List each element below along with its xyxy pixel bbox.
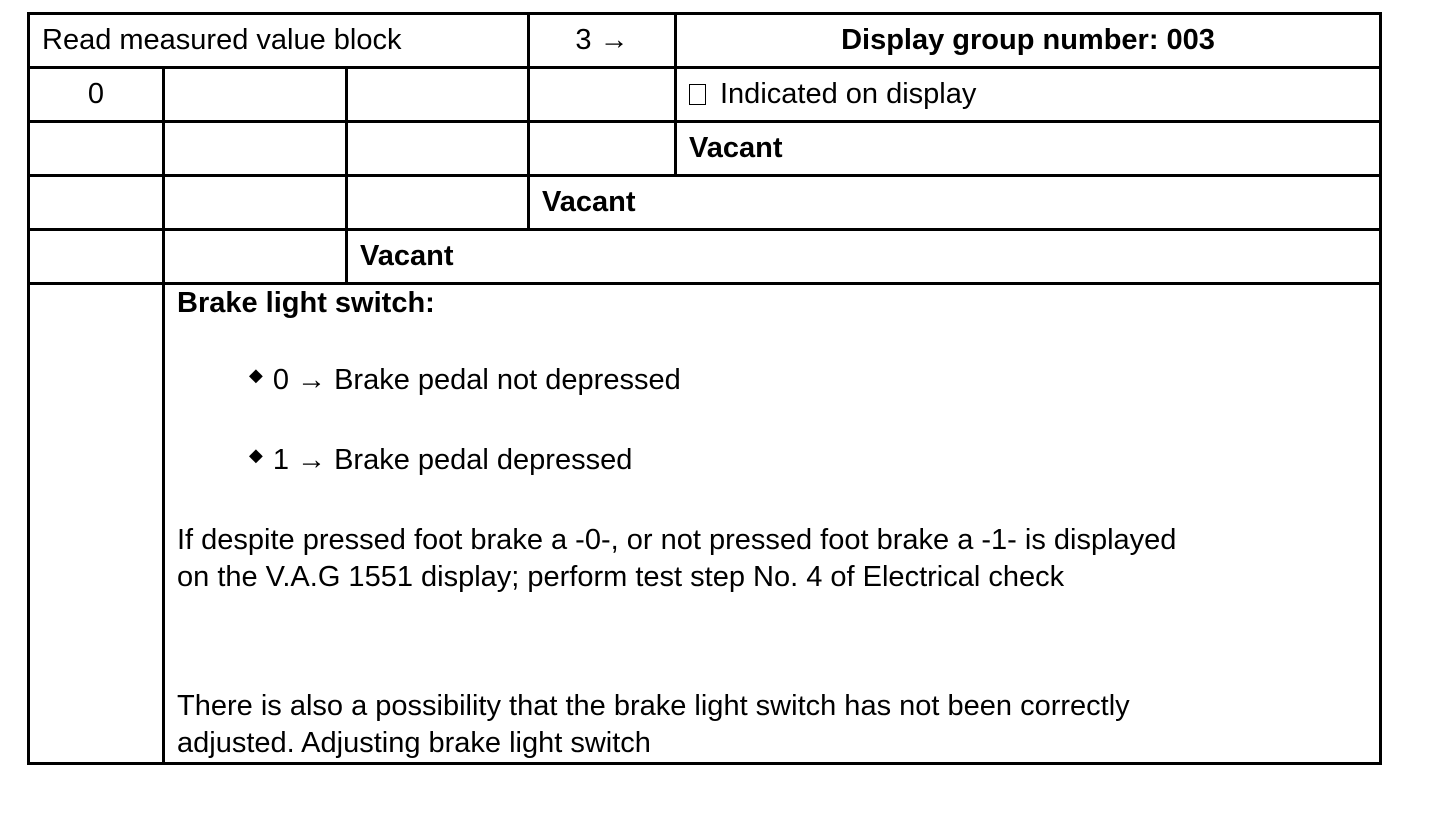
indicated-on-display-label: Indicated on display xyxy=(720,78,977,110)
bullet-icon: ◆ xyxy=(249,445,263,465)
field-index: 0 xyxy=(29,68,164,122)
measured-value-table xyxy=(27,12,1382,765)
box-icon xyxy=(689,84,706,105)
empty-cell xyxy=(529,68,676,122)
bullet-item: ◆ 1 → Brake pedal depressed xyxy=(249,444,633,476)
description-cell xyxy=(164,284,1381,764)
empty-cell xyxy=(347,68,529,122)
vacant-label: Vacant xyxy=(347,230,1381,284)
empty-cell xyxy=(347,176,529,230)
indicator-row xyxy=(29,68,1381,122)
empty-cell xyxy=(164,122,347,176)
read-block-label: Read measured value block xyxy=(29,14,529,68)
empty-cell xyxy=(29,176,164,230)
empty-cell xyxy=(29,122,164,176)
empty-cell xyxy=(529,122,676,176)
description-row xyxy=(29,284,1381,764)
vacant-row-1 xyxy=(29,122,1381,176)
indicated-on-display-cell xyxy=(676,68,1381,122)
empty-cell xyxy=(164,176,347,230)
step-indicator: 3 → xyxy=(529,14,676,68)
empty-cell xyxy=(29,284,164,764)
vacant-label: Vacant xyxy=(529,176,1381,230)
bullet-item: ◆ 0 → Brake pedal not depressed xyxy=(249,364,681,396)
empty-cell xyxy=(29,230,164,284)
empty-cell xyxy=(164,230,347,284)
adjustment-paragraph: There is also a possibility that the brake light switch has not been correctly adjusted. Adjusting brake light switch xyxy=(177,690,1130,759)
header-row xyxy=(29,14,1381,68)
brake-light-switch-title: Brake light switch: xyxy=(177,287,435,319)
vacant-row-2 xyxy=(29,176,1381,230)
vacant-label: Vacant xyxy=(676,122,1381,176)
empty-cell xyxy=(164,68,347,122)
vacant-row-3 xyxy=(29,230,1381,284)
display-group-number: Display group number: 003 xyxy=(676,14,1381,68)
test-step-paragraph: If despite pressed foot brake a -0-, or not pressed foot brake a -1- is displayed on the V.A.G 1551 display; perform test step No. 4 of Electrical check xyxy=(177,524,1177,593)
empty-cell xyxy=(347,122,529,176)
bullet-icon: ◆ xyxy=(249,365,263,385)
